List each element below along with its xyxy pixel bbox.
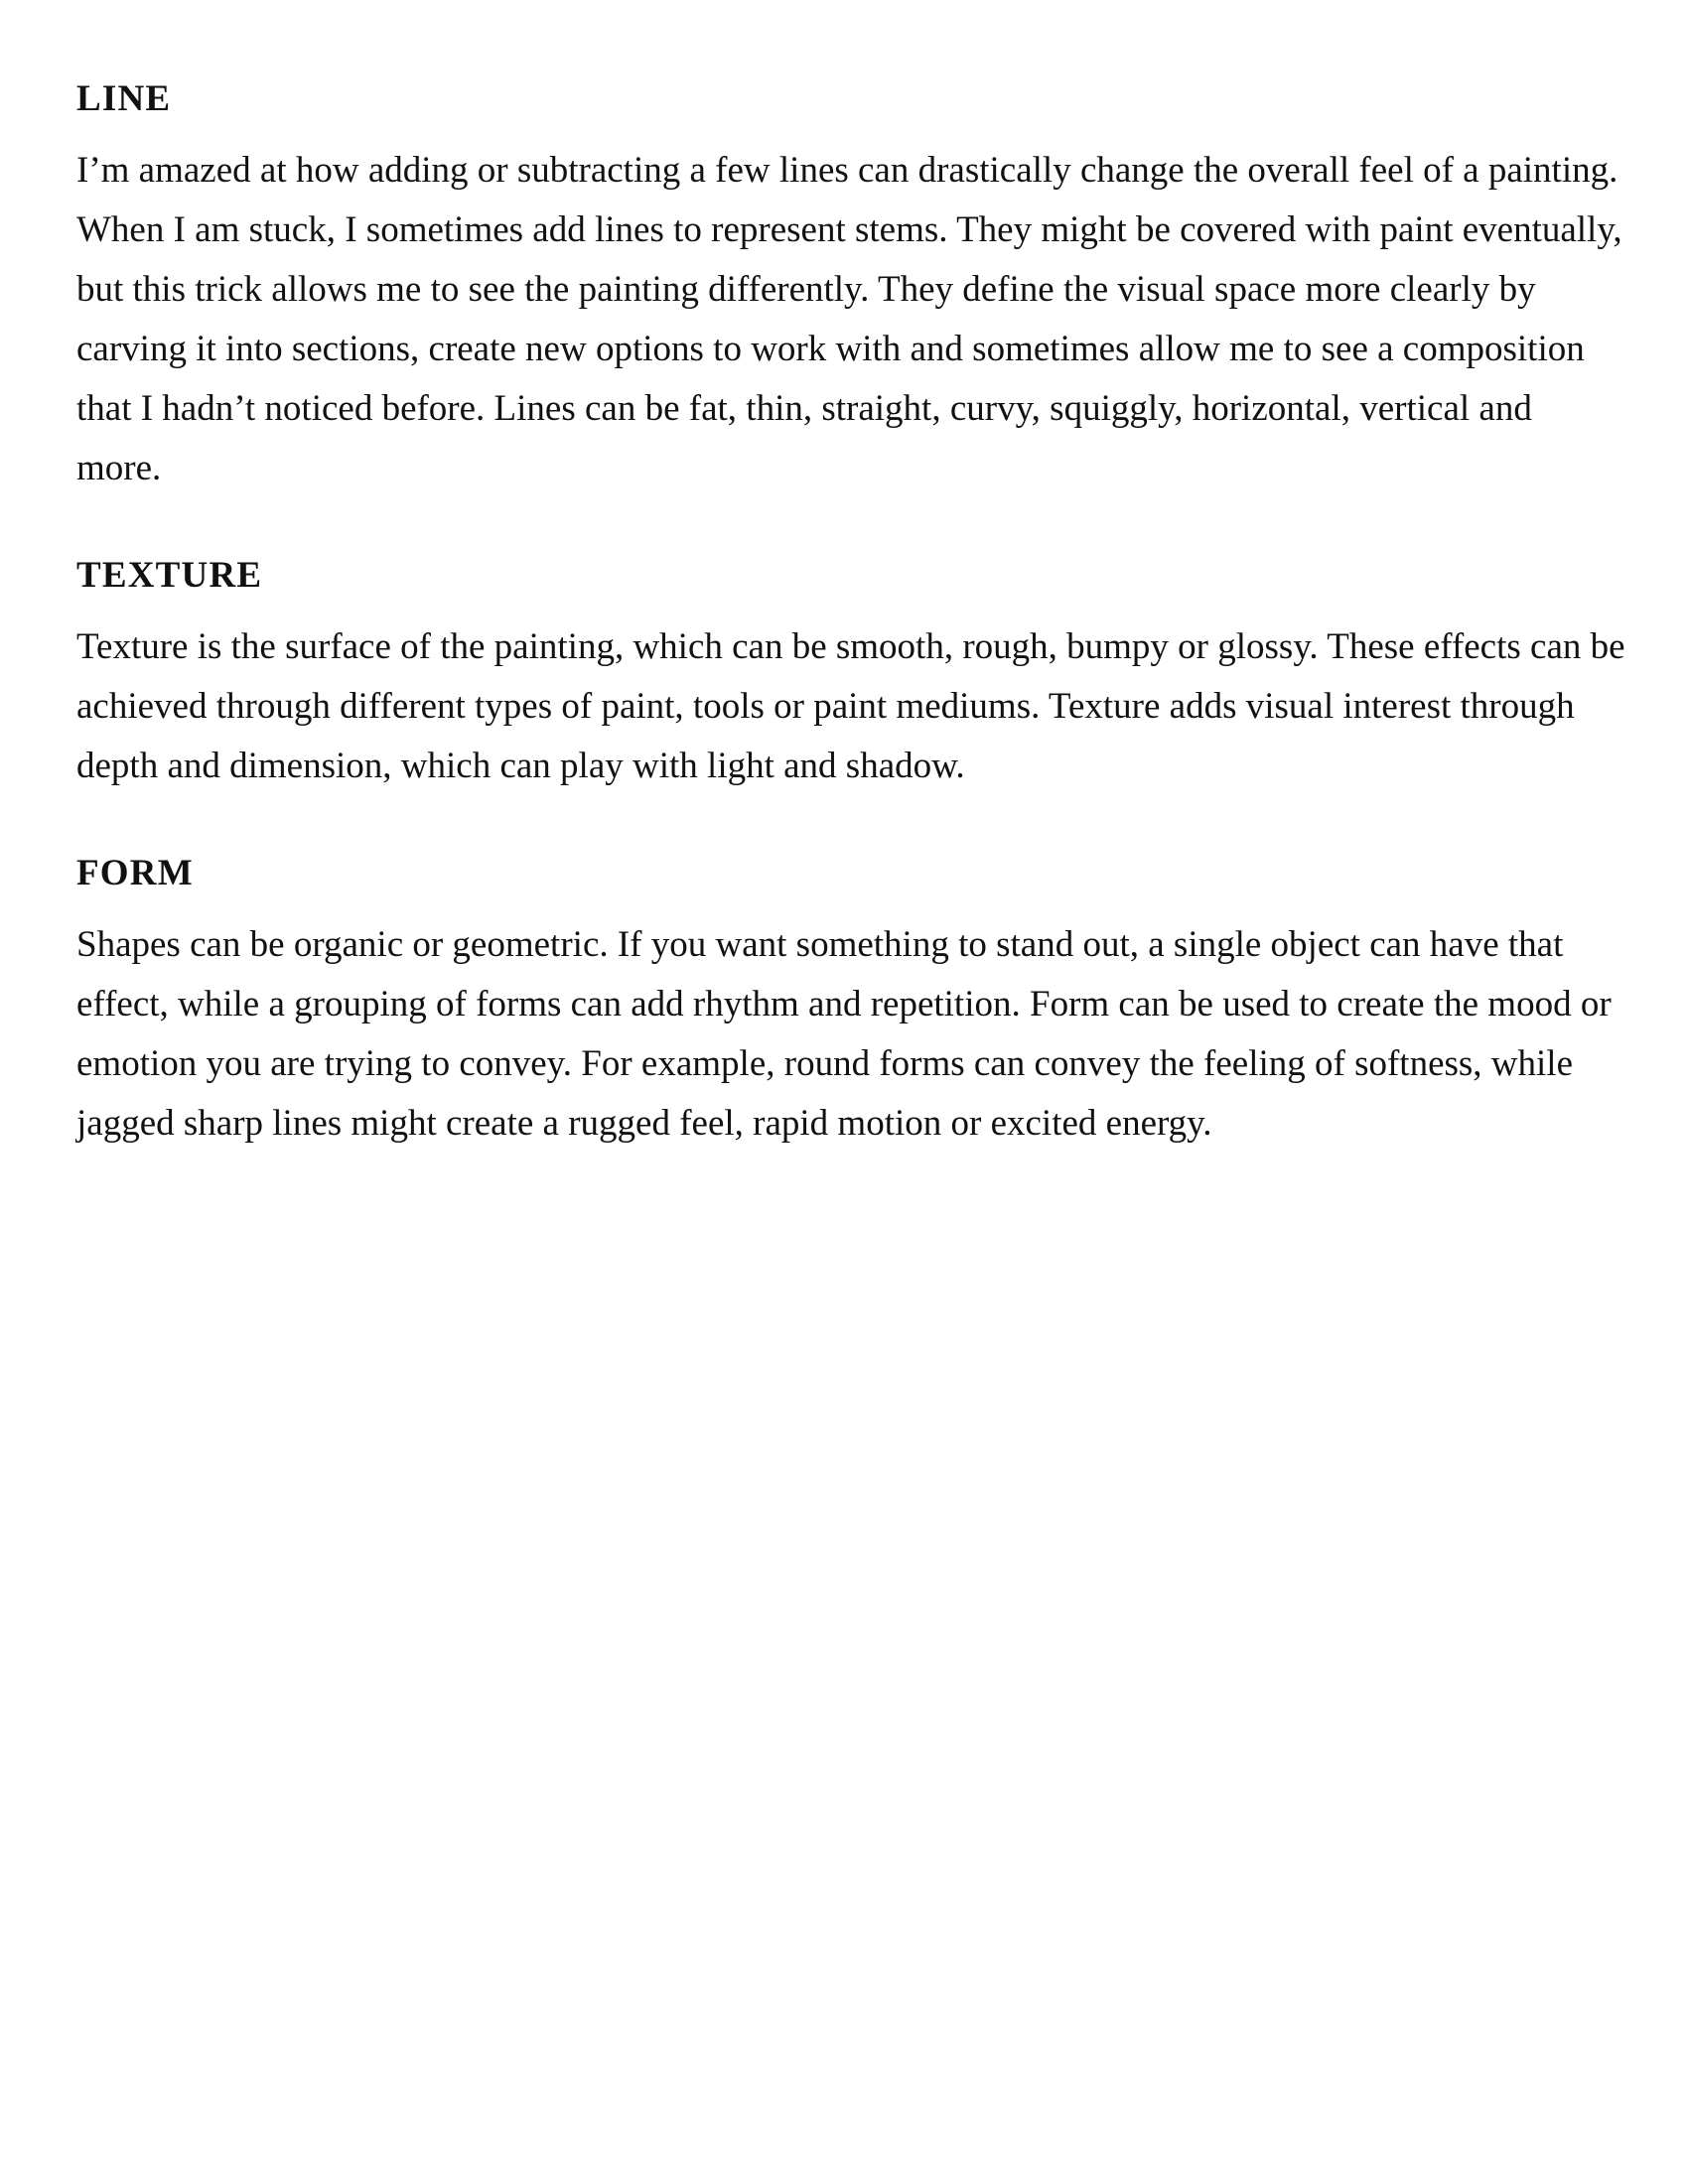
section-body-line: I’m amazed at how adding or subtracting a few lines can drastically change the overall feel of a painting. When I am stuck, I sometimes add lines to represent stems. They might be covered with paint eventually, but this trick allows me to see the painting differently. They define the visual space more clearly by carving it into sections, create new options to work with and sometimes allow me to see a composition that I hadn’t noticed before. Lines can be fat, thin, straight, curvy, squiggly, horizontal, vertical and more. [76,150,1622,488]
section-body-form: Shapes can be organic or geometric. If you want something to stand out, a single object can have that effect, while a grouping of forms can add rhythm and repetition. Form can be used to create the mood or emotion you are trying to convey. For example, round forms can convey the feeling of softness, while jagged sharp lines might create a rugged feel, rapid motion or excited energy. [76,924,1612,1144]
section-texture [76,554,1625,796]
section-heading-form: FORM [76,853,194,893]
section-line [76,77,1625,498]
section-form [76,852,1625,1154]
section-heading-texture: TEXTURE [76,555,263,596]
section-heading-line: LINE [76,78,172,119]
section-body-texture: Texture is the surface of the painting, which can be smooth, rough, bumpy or glossy. These effects can be achieved through different types of paint, tools or paint mediums. Texture adds visual interest through depth and dimension, which can play with light and shadow. [76,626,1625,786]
